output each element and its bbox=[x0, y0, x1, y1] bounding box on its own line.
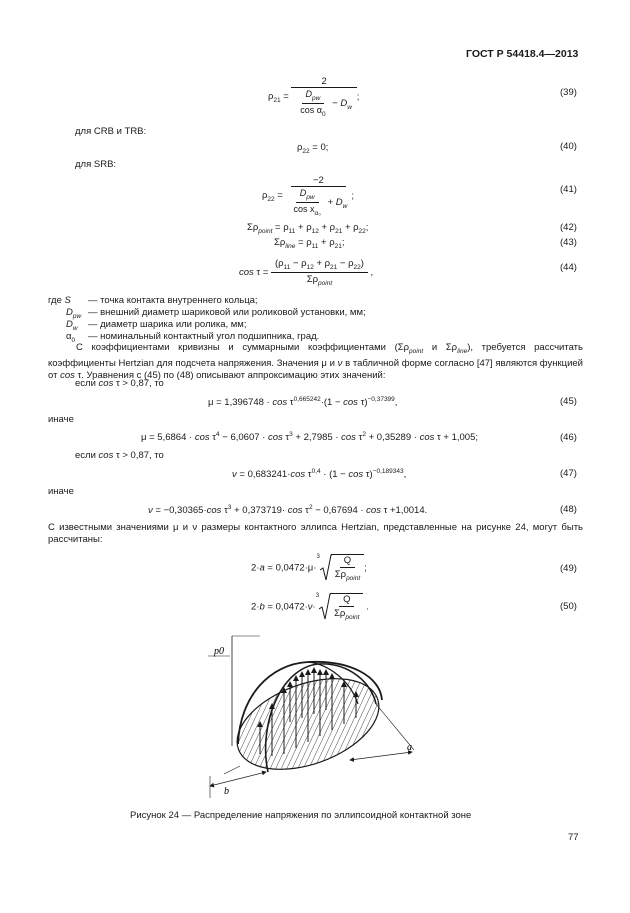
condition-text: если cos τ > 0,87, то bbox=[75, 450, 164, 461]
equation-41: $\rho_{22}$ = −2 $\frac{D_{pw}}{\cos x_{\alpha_0}}$ + $D_w$ ; bbox=[262, 175, 354, 217]
equation-50: 2·b = 0,0472·ν·$^3$ $\frac{Q}{\Sigma\rho_{point}}$ . bbox=[251, 593, 369, 621]
label-b: b bbox=[224, 786, 229, 797]
equation-40: $\rho_{22} = 0$; bbox=[297, 142, 329, 155]
equation-number: (46) bbox=[560, 432, 577, 443]
definition-text: — диаметр шарика или ролика, мм; bbox=[88, 319, 247, 330]
else-text: иначе bbox=[48, 486, 74, 497]
equation-46: $\mu = 5,6864 \cdot \cos \tau^4 - 6,0607 \cdot \cos \tau^3 + 2,7985 \cdot \cos \tau^2 + 0,35289 \cdot \cos \tau + 1,005$; bbox=[141, 431, 478, 444]
paragraph-ellipse: С известными значениями μ и ν размеры контактного эллипса Hertzian, представленные на рисунке 24, могут быть рассчитаны: bbox=[48, 522, 583, 545]
figure-24-ellipsoid-diagram bbox=[200, 626, 430, 801]
label-crb-trb: для CRB и TRB: bbox=[75, 126, 147, 137]
equation-45: $\mu = 1,396748 \cdot \cos \tau^{0,665242}\cdot(1 - \cos \tau)^{-0,37399}$, bbox=[208, 396, 398, 409]
definition-text: — точка контакта внутреннего кольца; bbox=[88, 295, 258, 306]
equation-43: $\Sigma\rho_{line} = \rho_{11} + \rho_{21}$; bbox=[274, 237, 345, 250]
equation-number: (42) bbox=[560, 222, 577, 233]
equation-number: (41) bbox=[560, 184, 577, 195]
equation-number: (39) bbox=[560, 87, 577, 98]
label-a: a bbox=[407, 742, 412, 753]
equation-44: cos τ = $\frac{(\rho_{11} - \rho_{12} + \rho_{21} - \rho_{22})}{\Sigma\rho_{point}}$ , bbox=[239, 258, 374, 287]
equation-number: (44) bbox=[560, 262, 577, 273]
label-srb: для SRB: bbox=[75, 159, 117, 170]
equation-number: (50) bbox=[560, 601, 577, 612]
label-p0: p0 bbox=[214, 646, 224, 657]
equation-number: (40) bbox=[560, 141, 577, 152]
paragraph-coefficients: С коэффициентами кривизны и суммарными коэффициентами ($\Sigma\rho_{point}$ и $\Sigma\rho_{line}$), требуется рассчитать коэффициенты Hertzian для подсчета напряжения. Значения μ и ν в табличной форме согласно [47] являются функцией от cos τ. Уравнения с (45) по (48) описывают аппроксимацию этих значений: bbox=[48, 342, 583, 381]
definition-text: — внешний диаметр шариковой или роликовой установки, мм; bbox=[88, 307, 366, 318]
document-header: ГОСТ Р 54418.4—2013 bbox=[466, 48, 579, 60]
equation-47: ν = 0,683241·cos $\tau^{0,4} \cdot (1 - \cos \tau)^{-0,189343}$, bbox=[232, 468, 407, 481]
condition-text: если cos τ > 0,87, то bbox=[75, 378, 164, 389]
figure-caption: Рисунок 24 — Распределение напряжения по эллипсоидной контактной зоне bbox=[130, 810, 472, 821]
equation-39: $\rho_{21}$ = 2 $\frac{D_{pw}}{\cos \alpha_0}$ − $D_w$ ; bbox=[268, 76, 360, 118]
equation-number: (47) bbox=[560, 468, 577, 479]
equation-48: ν = −0,30365·cos $\tau^3 + 0,373719\cdot \cos \tau^2 - 0,67694 \cdot \cos \tau +1,0014$. bbox=[148, 504, 428, 517]
equation-number: (45) bbox=[560, 396, 577, 407]
equation-42: $\Sigma\rho_{point} = \rho_{11} + \rho_{12} + \rho_{21} + \rho_{22}$; bbox=[247, 222, 369, 235]
page-number: 77 bbox=[568, 832, 579, 843]
else-text: иначе bbox=[48, 414, 74, 425]
definition-text: — номинальный контактный угол подшипника, град. bbox=[88, 331, 320, 342]
equation-49: 2·a = 0,0472·μ·$^3$ $\frac{Q}{\Sigma\rho_{point}}$ ; bbox=[251, 554, 367, 582]
equation-number: (43) bbox=[560, 237, 577, 248]
equation-number: (48) bbox=[560, 504, 577, 515]
equation-number: (49) bbox=[560, 563, 577, 574]
